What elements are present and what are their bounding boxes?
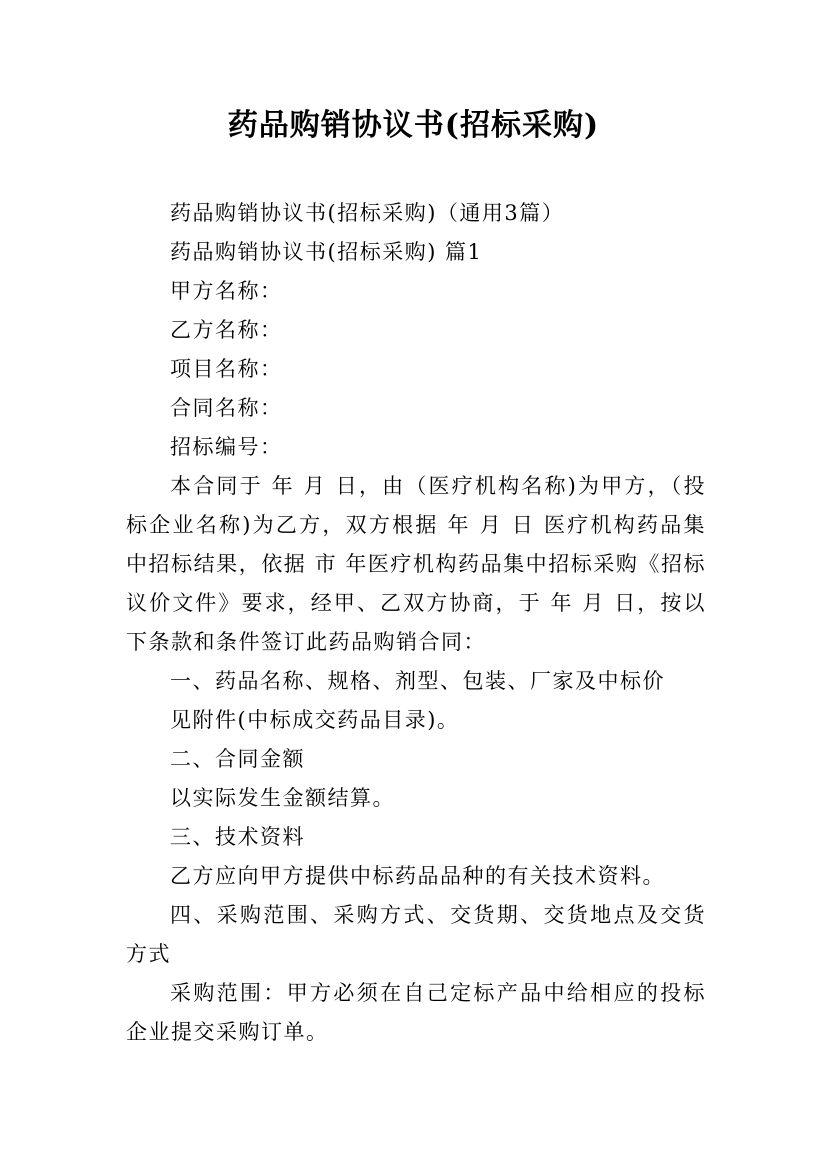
paragraph-heading: 药品购销协议书(招标采购)（通用3篇） (170, 201, 565, 225)
document-body (126, 194, 706, 1052)
clause-3-heading: 三、技术资料 (170, 825, 305, 849)
party-a-name: 甲方名称： (170, 279, 283, 303)
clause-2-text: 以实际发生金额结算。 (170, 786, 395, 810)
contract-name: 合同名称： (170, 396, 283, 420)
clause-3-text: 乙方应向甲方提供中标药品品种的有关技术资料。 (170, 864, 665, 888)
clause-2-heading: 二、合同金额 (170, 747, 305, 771)
paragraph-intro: 本合同于 年 月 日，由（医疗机构名称)为甲方，（投标企业名称)为乙方，双方根据 年 月 日 医疗机构药品集中招标结果，依据 市 年医疗机构药品集中招标采购《招标议价文件》要求，经甲、乙双方协商，于 年 月 日，按以下条款和条件签订此药品购销合同： (126, 474, 706, 654)
tender-number: 招标编号： (170, 435, 283, 459)
clause-4-heading: 四、采购范围、采购方式、交货期、交货地点及交货方式 (126, 903, 706, 966)
party-b-name: 乙方名称： (170, 318, 283, 342)
document-title: 药品购销协议书(招标采购) (227, 108, 600, 143)
clause-4-text: 采购范围：甲方必须在自己定标产品中给相应的投标企业提交采购订单。 (126, 981, 706, 1044)
clause-1-heading: 一、药品名称、规格、剂型、包装、厂家及中标价 (170, 669, 665, 693)
paragraph-section-title: 药品购销协议书(招标采购) 篇1 (170, 240, 483, 264)
clause-1-text: 见附件(中标成交药品目录)。 (170, 708, 460, 732)
project-name: 项目名称： (170, 357, 283, 381)
